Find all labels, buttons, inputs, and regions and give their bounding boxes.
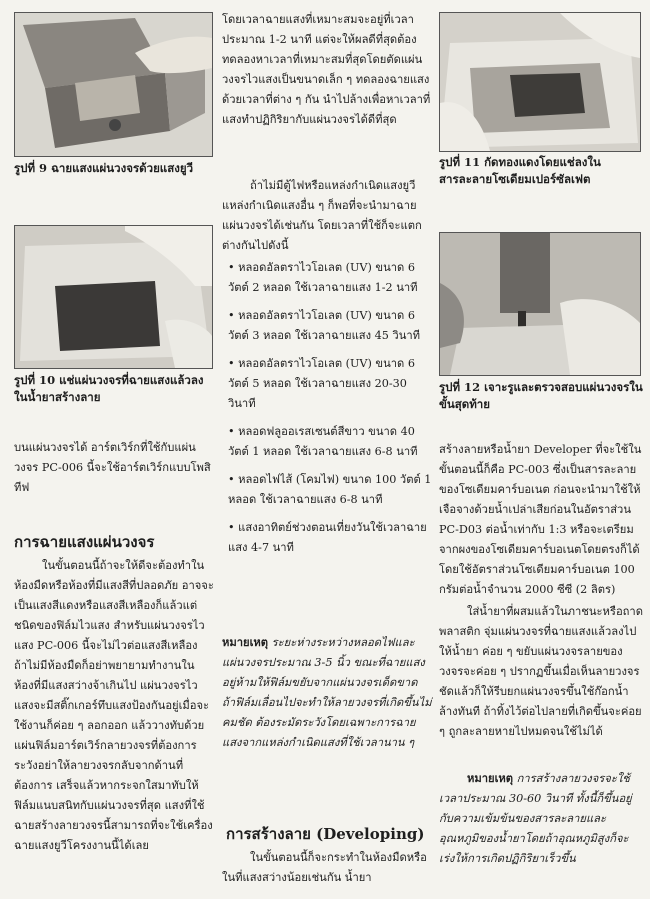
developer-paragraph: สร้างลายหรือน้ำยา Developer ที่จะใช้ในขั้นตอนนี้ก็คือ PC-003 ซึ่งเป็นสารละลายของโซเดียมคาร์บอเนต ก่อนจะนำมาใช้ให้เจือจางด้วยน้ำเปล่าเสียก่อนในอัตราส่วน PC-D03 ต่อน้ำเท่ากับ 1:3 หรือจะเตรียมจากผงของโซเดียมคาร์บอเนตโดยตรงก็ได้ โดยใช้อัตราส่วนโซเดียมคาร์บอเนต 100 กรัมต่อน้ำจำนวน 2000 ซีซี (2 ลิตร) [439,443,642,596]
figure-10-caption: รูปที่ 10 แช่แผ่นวงจรที่ฉายแสงแล้วลงในน้ำยาสร้างลาย [14,373,204,404]
developing-note [439,768,643,869]
list-item: • หลอดฟลูออเรสเซนต์สีขาว ขนาด 40 วัตต์ 1 หลอด ใช้เวลาฉายแสง 6-8 นาที [228,425,418,458]
pouring-paragraph: ใส่น้ำยาที่ผสมแล้วในภาชนะหรือถาดพลาสติก จุ่มแผ่นวงจรที่ฉายแสงแล้วลงไปให้น้ำยา ค่อย ๆ ขยับแผ่นวงจรลายของวงจรจะค่อย ๆ ปรากฏขึ้นเมื่อเห็นลายวงจรชัดแล้วก็ให้รีบยกแผ่นวงจรขึ้นใช้ก๊อกน้ำล้างทันที ถ้าทิ้งไว้ต่อไปลายที่เกิดขึ้นจะค่อย ๆ ถูกละลายหายไปหมดจนใช้ไม่ได้ [439,605,643,738]
note-text: การสร้างลายวงจรจะใช้เวลาประมาณ 30-60 วินาที ทั้งนี้ก็ขึ้นอยู่กับความเข้มข้นของสารละลายและอุณหภูมิของน้ำยาโดยถ้าอุณหภูมิสูงก็จะเร่งให้การเกิดปฏิกิริยาเร็วขึ้น [439,772,632,865]
note-text: ระยะห่างระหว่างหลอดไฟและแผ่นวงจรประมาณ 3-5 นิ้ว ขณะที่ฉายแสงอยู่ห้ามให้ฟิล์มขยับจากแผ่นวงจรเด็ดขาด ถ้าฟิล์มเลื่อนไปจะทำให้ลายวงจรที่เกิดขึ้นไม่คมชัด ต้องระมัดระวังโดยเฉพาะการฉายแสงจากแหล่งกำเนิดแสงที่ใช้เวลานาน ๆ [222,636,432,749]
section-heading-developing: การสร้างลาย (Developing) [226,825,425,843]
exposure-time-paragraph: โดยเวลาฉายแสงที่เหมาะสมจะอยู่ที่เวลาประมาณ 1-2 นาที แต่จะให้ผลดีที่สุดต้องทดลองหาเวลาที่เหมาะสมที่สุดโดยตัดแผ่นวงจรไวแสงเป็นขนาดเล็ก ๆ ทดลองฉายแสงด้วยเวลาที่ต่าง ๆ กัน นำไปล้างเพื่อหาเวลาที่แสงทำปฏิกิริยากับแผ่นวงจรได้ดีที่สุด [222,13,431,126]
list-item: • หลอดอัลตราไวโอเลต (UV) ขนาด 6 วัตต์ 5 หลอด ใช้เวลาฉายแสง 20-30 วินาที [228,357,415,410]
figure-9-caption: รูปที่ 9 ฉายแสงแผ่นวงจรด้วยแสงยูวี [14,161,194,175]
exposure-note [222,632,432,753]
list-item: • แสงอาทิตย์ช่วงตอนเที่ยงวันใช้เวลาฉายแสง 4-7 นาที [228,521,427,554]
figure-12-caption: รูปที่ 12 เจาะรูและตรวจสอบแผ่นวงจรในขั้นสุดท้าย [439,380,643,411]
figure-10-photo [14,225,213,369]
alternative-light-paragraph: ถ้าไม่มีตู้ไฟหรือแหล่งกำเนิดแสงยูวี แหล่งกำเนิดแสงอื่น ๆ ก็พอที่จะนำมาฉายแผ่นวงจรได้เช่นกัน โดยเวลาที่ใช้ก็จะแตกต่างกันไปดังนี้ [222,179,422,252]
section-heading-exposure: การฉายแสงแผ่นวงจร [14,533,155,551]
intro-paragraph: บนแผ่นวงจรได้ อาร์ตเวิร์กที่ใช้กับแผ่นวงจร PC-006 นี้จะใช้อาร์ตเวิร์กแบบโพสิทีฟ [14,441,211,494]
figure-9-photo [14,12,213,157]
figure-12-photo [439,232,641,376]
list-item: • หลอดอัลตราไวโอเลต (UV) ขนาด 6 วัตต์ 2 หลอด ใช้เวลาฉายแสง 1-2 นาที [228,261,418,294]
figure-11-caption: รูปที่ 11 กัดทองแดงโดยแช่ลงในสารละลายโซเดียมเปอร์ซัลเฟต [439,155,601,186]
light-source-list [222,258,432,558]
list-item: • หลอดไฟไส้ (โคมไฟ) ขนาด 100 วัตต์ 1 หลอด ใช้เวลาฉายแสง 6-8 นาที [228,473,432,506]
note-label: หมายเหตุ [222,635,269,649]
developing-paragraph-start: ในขั้นตอนนี้ก็จะกระทำในห้องมืดหรือในที่แสงสว่างน้อยเช่นกัน น้ำยา [222,851,427,884]
figure-11-photo [439,12,641,152]
exposure-paragraph: ในขั้นตอนนี้ถ้าจะให้ดีจะต้องทำในห้องมืดหรือห้องที่มีแสงสีที่ปลอดภัย อาจจะเป็นแสงสีแดงหรือแสงสีเหลืองก็แล้วแต่ชนิดของฟิล์มไวแสง สำหรับแผ่นวงจรไวแสง PC-006 นี้จะไม่ไวต่อแสงสีเหลือง ถ้าไม่มีห้องมืดก็อย่าพยายามทำงานในห้องที่มีแสงสว่างจ้าเกินไป แผ่นวงจรไวแสงจะมีสติ๊กเกอร์ทึบแสงป้องกันอยู่เมื่อจะใช้งานก็ค่อย ๆ ลอกออก แล้ววางทับด้วยแผ่นฟิล์มอาร์ตเวิร์กลายวงจรที่ต้องการ ระวังอย่าให้ลายวงจรกลับจากด้านที่ต้องการ เสร็จแล้วหากระจกใสมาทับให้ฟิล์มแนบสนิทกับแผ่นวงจรที่สุด แสงที่ใช้ฉายสร้างลายวงจรนี้สามารถที่จะใช้เครื่องฉายแสงยูวีโครงงานนี้ได้เลย [14,559,214,852]
note-label: หมายเหตุ [467,771,514,785]
list-item: • หลอดอัลตราไวโอเลต (UV) ขนาด 6 วัตต์ 3 หลอด ใช้เวลาฉายแสง 45 วินาที [228,309,421,342]
